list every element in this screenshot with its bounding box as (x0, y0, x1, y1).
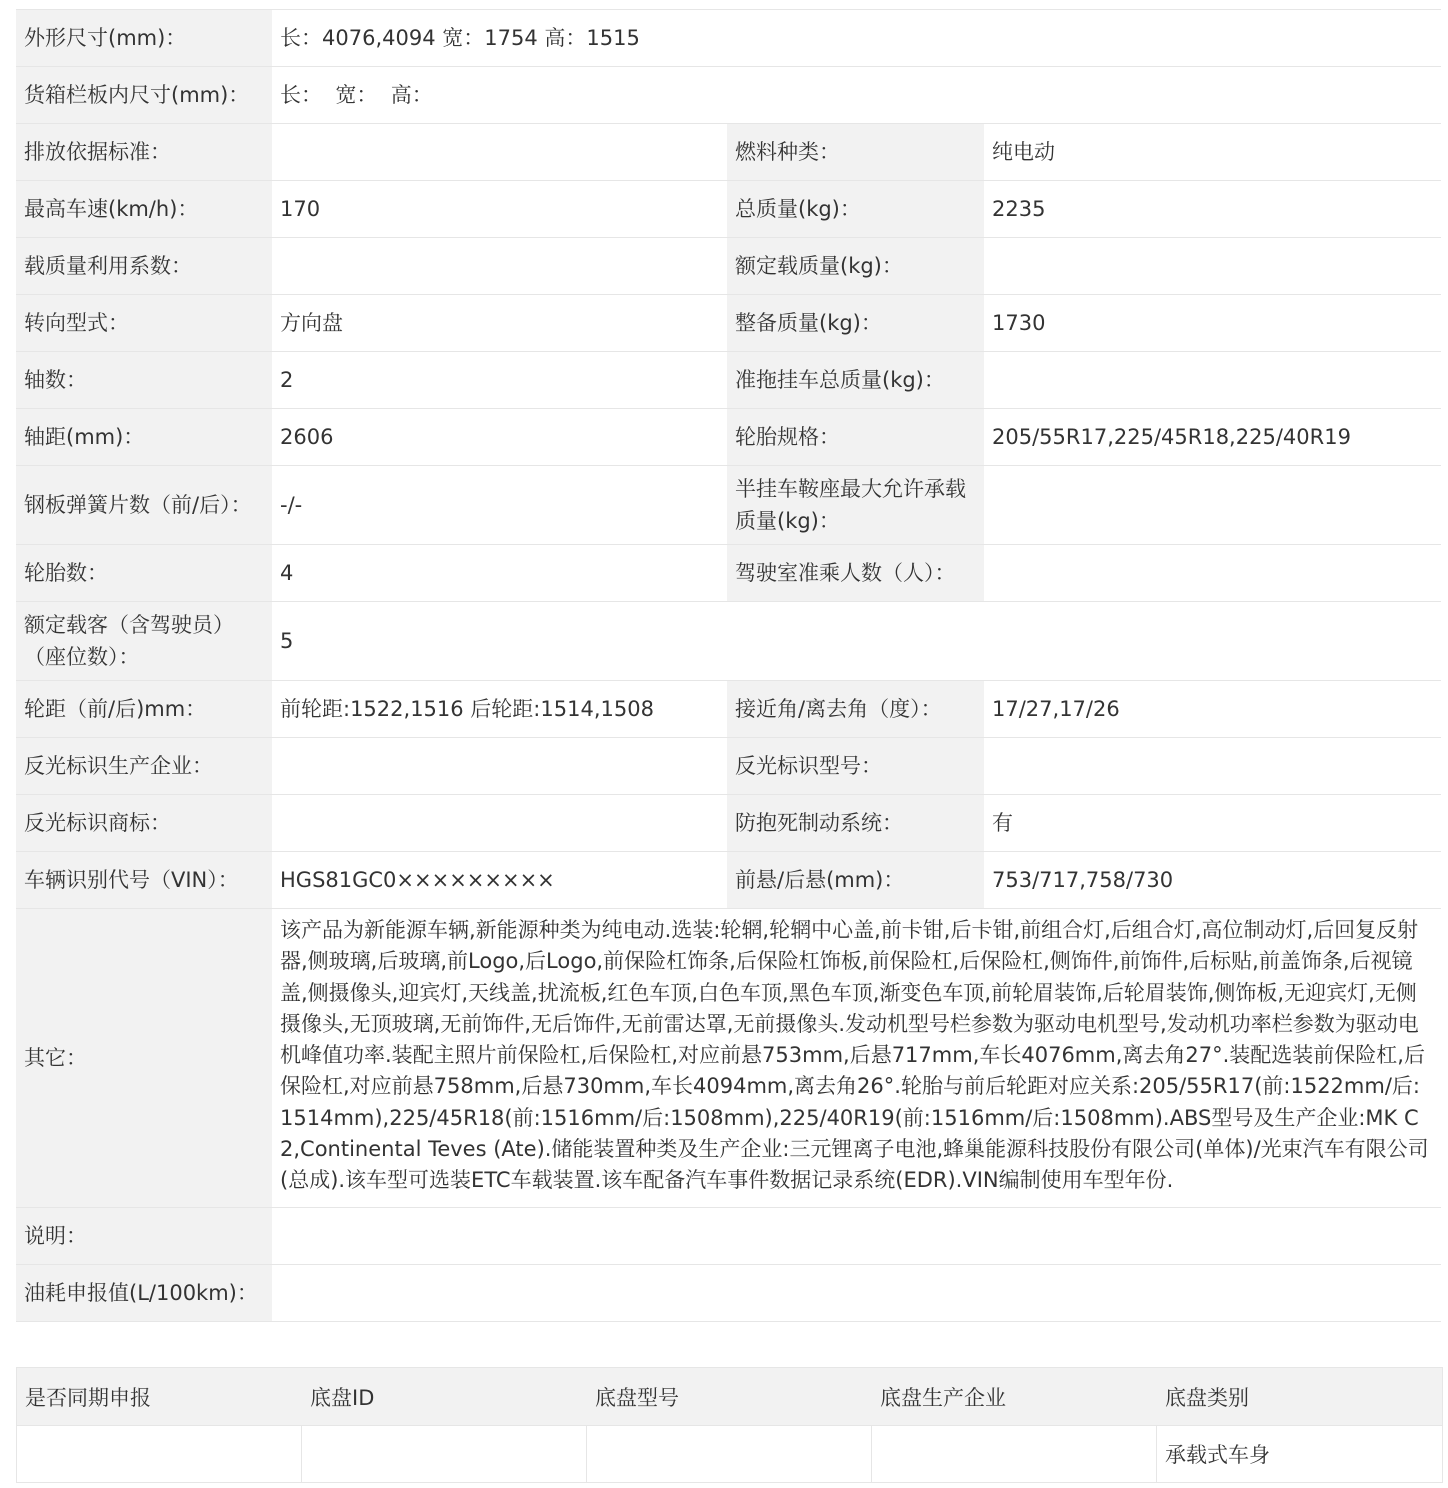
leaf-springs-value: -/- (272, 466, 727, 544)
saddle-load-label: 半挂车鞍座最大允许承载质量(kg)： (727, 466, 984, 544)
track-value: 前轮距:1522,1516 后轮距:1514,1508 (272, 681, 727, 737)
tire-count-value: 4 (272, 545, 727, 601)
spec-row-emission (16, 124, 1441, 181)
load-coeff-label: 载质量利用系数： (16, 238, 272, 294)
fuel-value: 纯电动 (984, 124, 1441, 180)
spec-row-note (16, 1208, 1441, 1265)
track-label: 轮距（前/后)mm： (16, 681, 272, 737)
rated-load-label: 额定载质量(kg)： (727, 238, 984, 294)
tire-spec-label: 轮胎规格： (727, 409, 984, 465)
overhang-value: 753/717,758/730 (984, 852, 1441, 908)
vehicle-spec-table (16, 9, 1441, 1322)
other-value (272, 909, 1441, 1207)
spec-row-axles (16, 352, 1441, 409)
chassis-header-type: 底盘类别 (1165, 1385, 1249, 1410)
reflector-maker-value (272, 738, 727, 794)
saddle-load-value (984, 466, 1441, 544)
spec-row-other (16, 909, 1441, 1208)
vin-label: 车辆识别代号（VIN）： (16, 852, 272, 908)
chassis-sync-value (17, 1426, 302, 1482)
axles-value: 2 (272, 352, 727, 408)
axles-label: 轴数： (16, 352, 272, 408)
rated-load-value (984, 238, 1441, 294)
trailer-mass-label: 准拖挂车总质量(kg)： (727, 352, 984, 408)
chassis-maker-value (872, 1426, 1157, 1482)
tire-spec-value: 205/55R17,225/45R18,225/40R19 (984, 409, 1441, 465)
chassis-header-id: 底盘ID (310, 1385, 375, 1410)
spec-row-brand (16, 795, 1441, 852)
note-label: 说明： (16, 1208, 272, 1264)
chassis-id-value (302, 1426, 587, 1482)
passengers-value: 5 (272, 602, 1441, 680)
total-mass-label: 总质量(kg)： (727, 181, 984, 237)
chassis-header-maker: 底盘生产企业 (880, 1385, 1006, 1410)
chassis-header-model: 底盘型号 (595, 1385, 679, 1410)
spec-row-speed (16, 181, 1441, 238)
chassis-table (16, 1367, 1443, 1483)
cargo-label: 货箱栏板内尺寸(mm)： (16, 67, 272, 123)
wheelbase-value: 2606 (272, 409, 727, 465)
total-mass-value: 2235 (984, 181, 1441, 237)
dimensions-value: 长：4076,4094 宽：1754 高：1515 (272, 10, 1441, 66)
spec-row-cargo (16, 67, 1441, 124)
reflector-model-label: 反光标识型号： (727, 738, 984, 794)
spec-row-dimensions (16, 9, 1441, 67)
spec-row-wheelbase (16, 409, 1441, 466)
cab-seats-label: 驾驶室准乘人数（人）： (727, 545, 984, 601)
max-speed-value: 170 (272, 181, 727, 237)
curb-mass-value: 1730 (984, 295, 1441, 351)
chassis-header-row (17, 1368, 1442, 1426)
steering-value: 方向盘 (272, 295, 727, 351)
fuel-label: 燃料种类： (727, 124, 984, 180)
curb-mass-label: 整备质量(kg)： (727, 295, 984, 351)
abs-label: 防抱死制动系统： (727, 795, 984, 851)
steering-label: 转向型式： (16, 295, 272, 351)
leaf-springs-label: 钢板弹簧片数（前/后）： (16, 466, 272, 544)
overhang-label: 前悬/后悬(mm)： (727, 852, 984, 908)
abs-value: 有 (984, 795, 1441, 851)
spec-row-steering (16, 295, 1441, 352)
chassis-model-value (587, 1426, 872, 1482)
load-coeff-value (272, 238, 727, 294)
spec-row-load (16, 238, 1441, 295)
chassis-type-value: 承载式车身 (1165, 1443, 1270, 1467)
other-text: 该产品为新能源车辆,新能源种类为纯电动.选装:轮辋,轮辋中心盖,前卡钳,后卡钳,前组合灯,后组合灯,高位制动灯,后回复反射器,侧玻璃,后玻璃,前Logo,后Logo,前保险杠饰条,后保险杠饰板,前保险杠,后保险杠,侧饰件,前饰件,后标贴,前盖饰条,后视镜盖,侧摄像头,迎宾灯,天线盖,扰流板,红色车顶,白色车顶,黑色车顶,渐变色车顶,前轮眉装饰,后轮眉装饰,侧饰板,无迎宾灯,无侧摄像头,无顶玻璃,无前饰件,无后饰件,无前雷达罩,无前摄像头.发动机型号栏参数为驱动电机型号,发动机功率栏参数为驱动电机峰值功率.装配主照片前保险杠,后保险杠,对应前悬753mm,后悬717mm,车长4076mm,离去角27°.装配选装前保险杠,后保险杠,对应前悬758mm,后悬730mm,车长4094mm,离去角26°.轮胎与前后轮距对应关系:205/55R17(前:1522mm/后:1514mm),225/45R18(前:1516mm/后:1508mm),225/40R19(前:1516mm/后:1508mm).ABS型号及生产企业:MK C2,Continental Teves (Ate).储能装置种类及生产企业:三元锂离子电池,蜂巢能源科技股份有限公司(单体)/光束汽车有限公司(总成).该车型可选装ETC车载装置.该车配备汽车事件数据记录系统(EDR).VIN编制使用车型年份. (280, 918, 1429, 1193)
spec-row-springs (16, 466, 1441, 545)
reflector-brand-label: 反光标识商标： (16, 795, 272, 851)
emission-label: 排放依据标准： (16, 124, 272, 180)
note-value (272, 1208, 1441, 1264)
cargo-value: 长： 宽： 高： (272, 67, 1441, 123)
fuel-consumption-value (272, 1265, 1441, 1321)
trailer-mass-value (984, 352, 1441, 408)
chassis-header-sync: 是否同期申报 (25, 1385, 151, 1410)
dimensions-label: 外形尺寸(mm)： (16, 10, 272, 66)
angles-label: 接近角/离去角（度）： (727, 681, 984, 737)
spec-row-passengers (16, 602, 1441, 681)
chassis-data-row (17, 1426, 1442, 1483)
reflector-maker-label: 反光标识生产企业： (16, 738, 272, 794)
passengers-label: 额定载客（含驾驶员）（座位数）： (16, 602, 272, 680)
emission-value (272, 124, 727, 180)
tire-count-label: 轮胎数： (16, 545, 272, 601)
max-speed-label: 最高车速(km/h)： (16, 181, 272, 237)
spec-row-vin (16, 852, 1441, 909)
spec-row-tires (16, 545, 1441, 602)
wheelbase-label: 轴距(mm)： (16, 409, 272, 465)
spec-row-track (16, 681, 1441, 738)
cab-seats-value (984, 545, 1441, 601)
fuel-consumption-label: 油耗申报值(L/100km)： (16, 1265, 272, 1321)
spec-row-fuel-consumption (16, 1265, 1441, 1322)
reflector-brand-value (272, 795, 727, 851)
other-label: 其它： (16, 909, 272, 1207)
spec-row-reflector (16, 738, 1441, 795)
vin-value: HGS81GC0××××××××× (272, 852, 727, 908)
reflector-model-value (984, 738, 1441, 794)
angles-value: 17/27,17/26 (984, 681, 1441, 737)
